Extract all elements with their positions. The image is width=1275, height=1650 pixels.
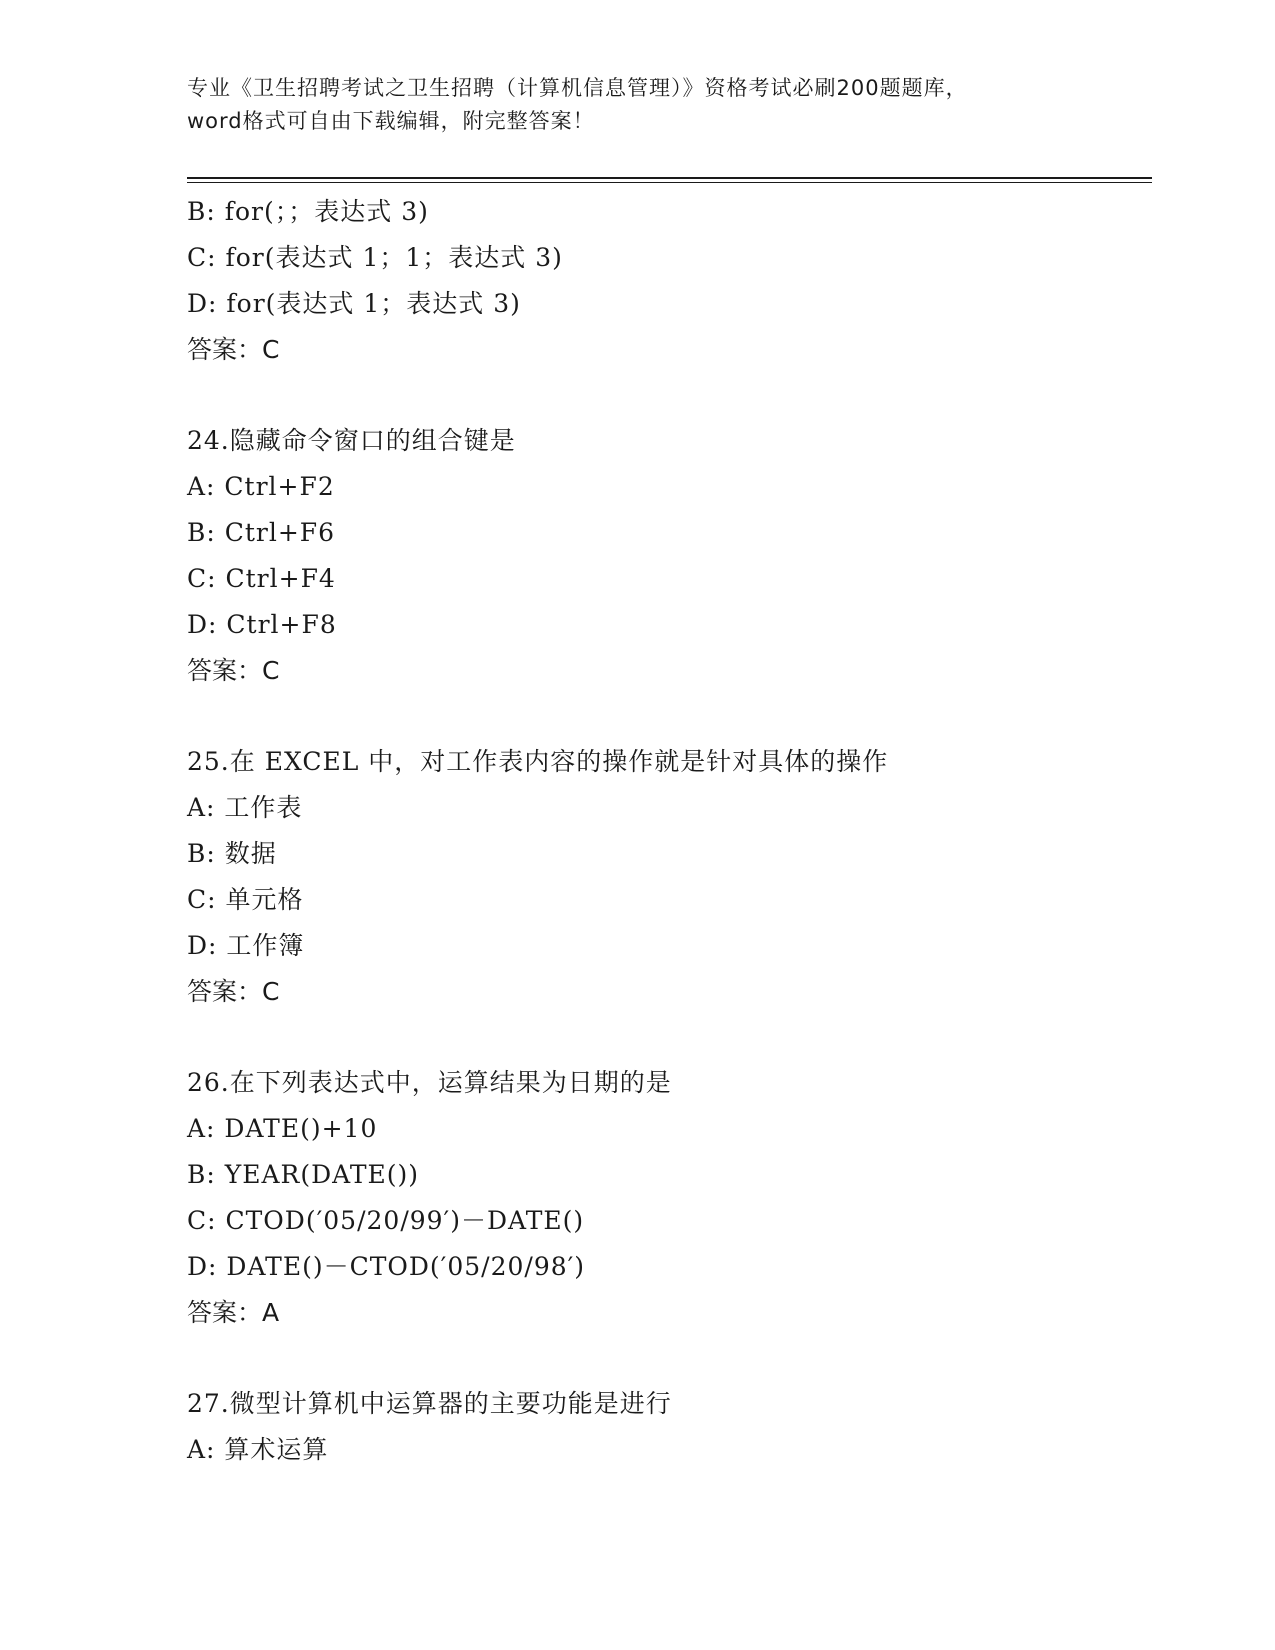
option-b: B: YEAR(DATE()) bbox=[187, 1160, 420, 1189]
question-25 bbox=[187, 739, 1152, 1015]
question-list bbox=[187, 189, 1152, 1473]
question-stem: 26.在下列表达式中，运算结果为日期的是 bbox=[187, 1068, 672, 1097]
option-a: A: DATE()+10 bbox=[187, 1114, 378, 1143]
option-c: C: 单元格 bbox=[187, 885, 304, 914]
header-title-line-2: word格式可自由下载编辑，附完整答案！ bbox=[187, 109, 595, 133]
option-d: D: for(表达式 1；表达式 3) bbox=[187, 289, 521, 318]
option-a: A: 算术运算 bbox=[187, 1435, 329, 1464]
option-b: B: 数据 bbox=[187, 839, 277, 868]
question-27 bbox=[187, 1381, 1152, 1473]
question-gap bbox=[187, 694, 1152, 739]
answer-line: 答案：A bbox=[187, 1298, 280, 1327]
header-divider-thick bbox=[187, 177, 1152, 179]
header-title-line-1: 专业《卫生招聘考试之卫生招聘（计算机信息管理）》资格考试必刷200题题库， bbox=[187, 76, 968, 100]
question-stem: 27.微型计算机中运算器的主要功能是进行 bbox=[187, 1389, 672, 1418]
header-divider-thin bbox=[187, 182, 1152, 183]
question-stem: 25.在 EXCEL 中，对工作表内容的操作就是针对具体的操作 bbox=[187, 747, 889, 776]
answer-line: 答案：C bbox=[187, 656, 280, 685]
question-gap bbox=[187, 1015, 1152, 1060]
option-c: C: Ctrl+F4 bbox=[187, 564, 336, 593]
question-gap bbox=[187, 373, 1152, 418]
option-a: A: 工作表 bbox=[187, 793, 303, 822]
question-gap bbox=[187, 1336, 1152, 1381]
question-stem: 24.隐藏命令窗口的组合键是 bbox=[187, 426, 516, 455]
option-d: D: Ctrl+F8 bbox=[187, 610, 337, 639]
question-26 bbox=[187, 1060, 1152, 1336]
answer-line: 答案：C bbox=[187, 335, 280, 364]
option-d: D: 工作簿 bbox=[187, 931, 305, 960]
option-b: B: Ctrl+F6 bbox=[187, 518, 336, 547]
option-c: C: CTOD(′05/20/99′)－DATE() bbox=[187, 1206, 585, 1235]
answer-line: 答案：C bbox=[187, 977, 280, 1006]
document-header bbox=[187, 72, 1087, 138]
option-c: C: for(表达式 1；1；表达式 3) bbox=[187, 243, 563, 272]
question-23-continued bbox=[187, 189, 1152, 373]
option-d: D: DATE()－CTOD(′05/20/98′) bbox=[187, 1252, 586, 1281]
option-b: B: for(；；表达式 3) bbox=[187, 197, 429, 226]
question-24 bbox=[187, 418, 1152, 694]
option-a: A: Ctrl+F2 bbox=[187, 472, 335, 501]
